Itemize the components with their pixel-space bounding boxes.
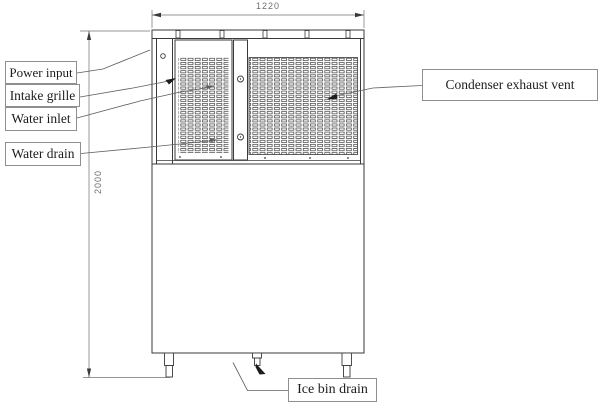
drain-valve-handle-icon [256,364,266,375]
right-leg-foot [344,366,351,378]
dimension-height-value: 2000 [93,169,103,195]
callout-power-input: Power input [5,61,77,84]
divider-screw-bottom-center [240,136,241,137]
right-leg [342,353,352,366]
callout-ice-bin-drain: Ice bin drain [288,378,377,402]
dim-height-arrow-bottom-icon [87,369,91,378]
drain-fitting-upper [253,353,262,358]
dimension-width-value: 1220 [255,1,281,11]
condenser-grille-pattern [249,58,358,155]
intake-grille-pattern [179,57,229,153]
callout-water-inlet: Water inlet [5,107,77,131]
callout-intake-grille: Intake grille [5,84,80,107]
callout-water-drain: Water drain [5,142,81,166]
dimension-width [152,10,364,28]
left-leg-foot [166,366,173,378]
dim-height-arrow-top-icon [87,31,91,40]
dim-width-arrow-right-icon [355,13,364,17]
callout-condenser-exhaust-vent: Condenser exhaust vent [422,69,598,101]
drain-fitting-stub [255,358,261,366]
divider-screw-top-center [240,78,241,79]
center-divider-panel [234,40,248,160]
leader-ice-bin-drain [233,363,288,391]
leader-power-input [77,50,150,73]
dim-width-arrow-left-icon [152,13,161,17]
left-leg [165,353,174,366]
